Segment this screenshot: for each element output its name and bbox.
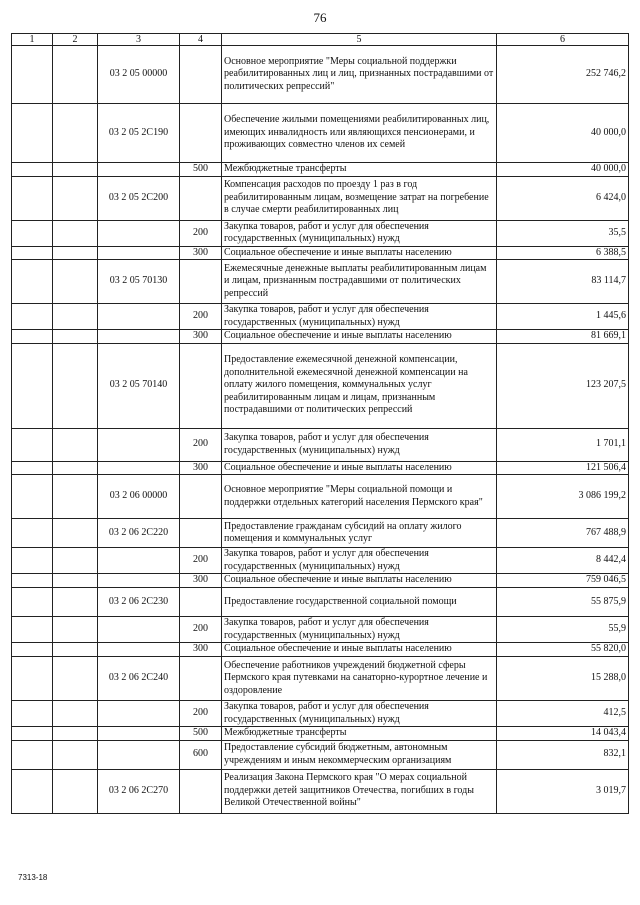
- cell-expense-type: 200: [180, 428, 222, 461]
- document-code: 7313-18: [18, 873, 48, 882]
- cell-col2: [53, 740, 98, 769]
- cell-col2: [53, 343, 98, 428]
- cell-expense-type: [180, 343, 222, 428]
- cell-col2: [53, 643, 98, 657]
- cell-expense-type: 600: [180, 740, 222, 769]
- column-header: 2: [53, 34, 98, 46]
- cell-amount: 81 669,1: [497, 330, 629, 344]
- cell-amount: 15 288,0: [497, 657, 629, 701]
- table-row: [12, 740, 629, 769]
- cell-col1: [12, 176, 53, 220]
- cell-col1: [12, 657, 53, 701]
- cell-col2: [53, 574, 98, 588]
- cell-expense-type: 200: [180, 701, 222, 727]
- budget-table: [11, 33, 629, 814]
- cell-code: 03 2 06 2С230: [98, 588, 180, 617]
- cell-code: 03 2 05 00000: [98, 46, 180, 104]
- table-row: [12, 220, 629, 246]
- cell-amount: 767 488,9: [497, 519, 629, 548]
- cell-code: 03 2 06 2С270: [98, 769, 180, 813]
- cell-name: Предоставление ежемесячной денежной компенсации, дополнительной ежемесячной денежной компенсации на оплату жилого помещения, коммунальных услуг реабилитированным лицам и лицам, признанным пострадавшими от политических репрессий: [222, 343, 497, 428]
- cell-code: [98, 643, 180, 657]
- cell-code: 03 2 06 2С220: [98, 519, 180, 548]
- cell-name: Закупка товаров, работ и услуг для обеспечения государственных (муниципальных) нужд: [222, 428, 497, 461]
- column-header: 5: [222, 34, 497, 46]
- cell-code: [98, 330, 180, 344]
- cell-code: [98, 701, 180, 727]
- cell-amount: 55 820,0: [497, 643, 629, 657]
- cell-col2: [53, 701, 98, 727]
- table-row: [12, 657, 629, 701]
- cell-col1: [12, 220, 53, 246]
- cell-col1: [12, 617, 53, 643]
- table-row: [12, 104, 629, 163]
- cell-code: 03 2 05 2С190: [98, 104, 180, 163]
- cell-amount: 759 046,5: [497, 574, 629, 588]
- cell-expense-type: [180, 176, 222, 220]
- table-row: [12, 163, 629, 177]
- table-row: [12, 176, 629, 220]
- cell-col1: [12, 574, 53, 588]
- cell-col1: [12, 428, 53, 461]
- cell-expense-type: [180, 260, 222, 304]
- cell-name: Межбюджетные трансферты: [222, 727, 497, 741]
- cell-amount: 252 746,2: [497, 46, 629, 104]
- cell-col2: [53, 727, 98, 741]
- cell-amount: 832,1: [497, 740, 629, 769]
- cell-name: Межбюджетные трансферты: [222, 163, 497, 177]
- cell-col2: [53, 260, 98, 304]
- cell-col1: [12, 46, 53, 104]
- cell-col1: [12, 343, 53, 428]
- cell-col2: [53, 519, 98, 548]
- cell-name: Компенсация расходов по проезду 1 раз в год реабилитированным лицам, возмещение затрат на погребение в случае смерти реабилитированных лиц: [222, 176, 497, 220]
- cell-code: [98, 740, 180, 769]
- cell-col2: [53, 330, 98, 344]
- cell-col1: [12, 304, 53, 330]
- cell-col2: [53, 475, 98, 519]
- cell-expense-type: 300: [180, 330, 222, 344]
- cell-code: [98, 220, 180, 246]
- cell-col2: [53, 176, 98, 220]
- table-row: [12, 428, 629, 461]
- cell-col1: [12, 104, 53, 163]
- table-row: [12, 588, 629, 617]
- cell-name: Социальное обеспечение и иные выплаты населению: [222, 574, 497, 588]
- cell-name: Предоставление гражданам субсидий на оплату жилого помещения и коммунальных услуг: [222, 519, 497, 548]
- cell-amount: 6 424,0: [497, 176, 629, 220]
- cell-name: Ежемесячные денежные выплаты реабилитированным лицам и лицам, признанным пострадавшими от политических репрессий: [222, 260, 497, 304]
- cell-col1: [12, 330, 53, 344]
- cell-col2: [53, 548, 98, 574]
- cell-name: Закупка товаров, работ и услуг для обеспечения государственных (муниципальных) нужд: [222, 304, 497, 330]
- cell-col2: [53, 657, 98, 701]
- cell-name: Закупка товаров, работ и услуг для обеспечения государственных (муниципальных) нужд: [222, 548, 497, 574]
- cell-code: [98, 461, 180, 475]
- table-row: [12, 617, 629, 643]
- table-row: [12, 727, 629, 741]
- cell-col2: [53, 46, 98, 104]
- cell-code: 03 2 06 00000: [98, 475, 180, 519]
- cell-col1: [12, 246, 53, 260]
- cell-amount: 123 207,5: [497, 343, 629, 428]
- cell-expense-type: 300: [180, 574, 222, 588]
- cell-col2: [53, 163, 98, 177]
- cell-amount: 35,5: [497, 220, 629, 246]
- cell-expense-type: 200: [180, 304, 222, 330]
- cell-col2: [53, 246, 98, 260]
- cell-amount: 412,5: [497, 701, 629, 727]
- table-row: [12, 330, 629, 344]
- cell-name: Закупка товаров, работ и услуг для обеспечения государственных (муниципальных) нужд: [222, 617, 497, 643]
- cell-code: [98, 617, 180, 643]
- cell-amount: 3 086 199,2: [497, 475, 629, 519]
- column-header: 6: [497, 34, 629, 46]
- cell-name: Предоставление государственной социальной помощи: [222, 588, 497, 617]
- cell-amount: 1 445,6: [497, 304, 629, 330]
- table-row: [12, 769, 629, 813]
- cell-code: 03 2 05 70140: [98, 343, 180, 428]
- column-header: 4: [180, 34, 222, 46]
- cell-name: Закупка товаров, работ и услуг для обеспечения государственных (муниципальных) нужд: [222, 220, 497, 246]
- cell-amount: 121 506,4: [497, 461, 629, 475]
- cell-code: 03 2 06 2С240: [98, 657, 180, 701]
- cell-col2: [53, 304, 98, 330]
- cell-name: Основное мероприятие "Меры социальной поддержки реабилитированных лиц и лиц, признанных пострадавшими от политических репрессий": [222, 46, 497, 104]
- cell-name: Социальное обеспечение и иные выплаты населению: [222, 246, 497, 260]
- table-row: [12, 701, 629, 727]
- cell-amount: 40 000,0: [497, 163, 629, 177]
- table-row: [12, 260, 629, 304]
- cell-col1: [12, 519, 53, 548]
- cell-code: [98, 574, 180, 588]
- cell-col1: [12, 548, 53, 574]
- cell-name: Закупка товаров, работ и услуг для обеспечения государственных (муниципальных) нужд: [222, 701, 497, 727]
- cell-name: Реализация Закона Пермского края "О мерах социальной поддержки детей защитников Отечества, погибших в годы Великой Отечественной войны": [222, 769, 497, 813]
- cell-amount: 55 875,9: [497, 588, 629, 617]
- cell-expense-type: [180, 657, 222, 701]
- cell-code: [98, 727, 180, 741]
- table-row: [12, 548, 629, 574]
- cell-amount: 6 388,5: [497, 246, 629, 260]
- cell-expense-type: 500: [180, 163, 222, 177]
- cell-col1: [12, 588, 53, 617]
- cell-amount: 1 701,1: [497, 428, 629, 461]
- cell-expense-type: 300: [180, 246, 222, 260]
- cell-col2: [53, 461, 98, 475]
- cell-amount: 83 114,7: [497, 260, 629, 304]
- table-row: [12, 475, 629, 519]
- table-row: [12, 519, 629, 548]
- cell-expense-type: 200: [180, 617, 222, 643]
- cell-expense-type: [180, 588, 222, 617]
- cell-code: [98, 246, 180, 260]
- cell-code: [98, 548, 180, 574]
- cell-code: [98, 163, 180, 177]
- cell-col1: [12, 643, 53, 657]
- cell-code: 03 2 05 2С200: [98, 176, 180, 220]
- cell-amount: 40 000,0: [497, 104, 629, 163]
- cell-name: Основное мероприятие "Меры социальной помощи и поддержки отдельных категорий населения Пермского края": [222, 475, 497, 519]
- table-row: [12, 643, 629, 657]
- cell-col1: [12, 727, 53, 741]
- cell-col2: [53, 428, 98, 461]
- cell-expense-type: 300: [180, 461, 222, 475]
- cell-col2: [53, 769, 98, 813]
- table-header-row: [12, 34, 629, 46]
- table-row: [12, 46, 629, 104]
- cell-amount: 3 019,7: [497, 769, 629, 813]
- cell-col1: [12, 740, 53, 769]
- cell-col2: [53, 220, 98, 246]
- cell-col1: [12, 769, 53, 813]
- cell-col1: [12, 475, 53, 519]
- column-header: 3: [98, 34, 180, 46]
- table-row: [12, 304, 629, 330]
- cell-expense-type: 200: [180, 548, 222, 574]
- cell-expense-type: 200: [180, 220, 222, 246]
- table-row: [12, 246, 629, 260]
- cell-code: [98, 428, 180, 461]
- cell-col2: [53, 104, 98, 163]
- cell-col2: [53, 588, 98, 617]
- cell-expense-type: [180, 46, 222, 104]
- cell-code: [98, 304, 180, 330]
- cell-name: Социальное обеспечение и иные выплаты населению: [222, 461, 497, 475]
- cell-amount: 14 043,4: [497, 727, 629, 741]
- cell-amount: 8 442,4: [497, 548, 629, 574]
- cell-expense-type: 500: [180, 727, 222, 741]
- cell-amount: 55,9: [497, 617, 629, 643]
- column-header: 1: [12, 34, 53, 46]
- cell-name: Социальное обеспечение и иные выплаты населению: [222, 643, 497, 657]
- page-number: 76: [313, 10, 327, 25]
- cell-name: Обеспечение работников учреждений бюджетной сферы Пермского края путевками на санаторно-курортное лечение и оздоровление: [222, 657, 497, 701]
- cell-expense-type: 300: [180, 643, 222, 657]
- cell-expense-type: [180, 769, 222, 813]
- cell-name: Обеспечение жилыми помещениями реабилитированных лиц, имеющих инвалидность или являющихся пенсионерами, и проживающих совместно членов их семей: [222, 104, 497, 163]
- cell-col2: [53, 617, 98, 643]
- table-row: [12, 343, 629, 428]
- cell-col1: [12, 701, 53, 727]
- cell-expense-type: [180, 475, 222, 519]
- cell-name: Социальное обеспечение и иные выплаты населению: [222, 330, 497, 344]
- cell-col1: [12, 163, 53, 177]
- cell-code: 03 2 05 70130: [98, 260, 180, 304]
- cell-col1: [12, 260, 53, 304]
- cell-expense-type: [180, 519, 222, 548]
- cell-name: Предоставление субсидий бюджетным, автономным учреждениям и иным некоммерческим организациям: [222, 740, 497, 769]
- cell-col1: [12, 461, 53, 475]
- cell-expense-type: [180, 104, 222, 163]
- table-row: [12, 461, 629, 475]
- table-row: [12, 574, 629, 588]
